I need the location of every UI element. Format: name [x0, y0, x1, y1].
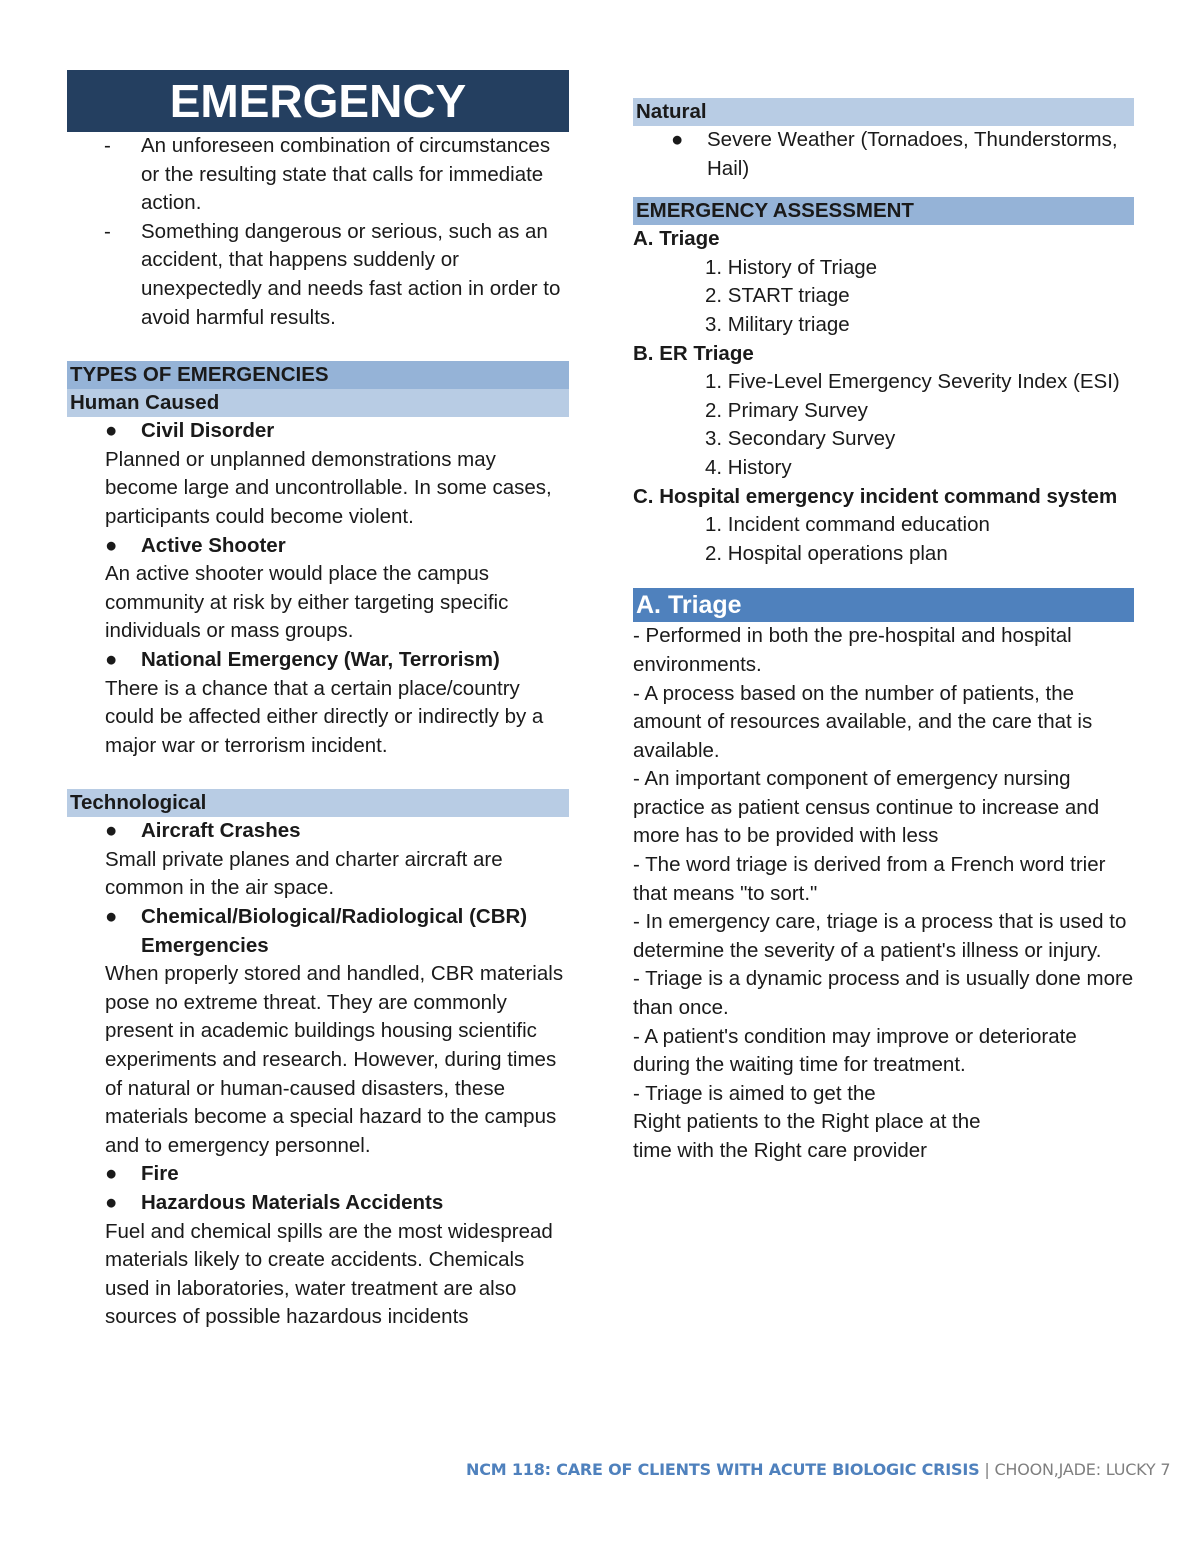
types-heading: TYPES OF EMERGENCIES [67, 361, 569, 389]
list-item [67, 532, 569, 561]
triage-point: time with the Right care provider [633, 1139, 927, 1162]
triage-point: - Triage is a dynamic process and is usually done more than once. [633, 967, 1134, 1020]
technological-heading: Technological [67, 789, 569, 817]
item-name: Severe Weather (Tornadoes, Thunderstorms, Hail) [707, 128, 1118, 180]
item-name: Chemical/Biological/Radiological (CBR) Emergencies [141, 905, 528, 957]
list-item [67, 1160, 569, 1189]
bullet-icon: ● [105, 1162, 118, 1186]
bullet-icon: ● [105, 819, 118, 843]
triage-point: - The word triage is derived from a French word trier that means "to sort." [633, 853, 1106, 905]
assessment-heading: EMERGENCY ASSESSMENT [633, 197, 1134, 225]
item-description: Small private planes and charter aircraft are common in the air space. [105, 847, 503, 900]
list-item [67, 417, 569, 446]
definition-item [67, 132, 569, 218]
item-description: There is a chance that a certain place/country could be affected either directly or indirectly by a major war or terrorism incident. [105, 676, 544, 757]
bullet-icon: ● [105, 647, 118, 671]
section-label: A. Triage [633, 227, 720, 251]
item-name: Fire [141, 1162, 179, 1186]
outline-item: 4. History [705, 455, 792, 479]
item-description: Fuel and chemical spills are the most widespread materials likely to create accidents. Chemicals used in laboratories, water treatment are also sources of possible hazardous incidents [105, 1219, 553, 1329]
section-label: B. ER Triage [633, 341, 754, 365]
definition-text: An unforeseen combination of circumstances or the resulting state that calls for immediate action. [141, 134, 551, 215]
triage-point: - A process based on the number of patients, the amount of resources available, and the care that is available. [633, 681, 1093, 762]
triage-point: - Triage is aimed to get the [633, 1081, 876, 1105]
triage-point: - Performed in both the pre-hospital and hospital environments. [633, 624, 1072, 676]
outline-item: 1. Incident command education [705, 513, 990, 537]
dash-marker: - [104, 219, 111, 243]
natural-heading: Natural [633, 98, 1134, 126]
bullet-icon: ● [105, 905, 118, 929]
outline-item: 1. Five-Level Emergency Severity Index (ESI) [705, 370, 1120, 394]
triage-point: - A patient's condition may improve or deteriorate during the waiting time for treatment. [633, 1024, 1077, 1077]
bullet-icon: ● [105, 419, 118, 443]
outline-item: 2. Primary Survey [705, 398, 868, 422]
footer-course: NCM 118: CARE OF CLIENTS WITH ACUTE BIOLOGIC CRISIS [466, 1460, 980, 1479]
footer-author: CHOON,JADE: LUCKY 7 [994, 1460, 1171, 1479]
page-footer [466, 1460, 1170, 1479]
triage-heading: A. Triage [633, 588, 1134, 622]
item-name: Civil Disorder [141, 419, 275, 443]
list-item [67, 646, 569, 675]
right-column [633, 98, 1134, 1166]
item-name: National Emergency (War, Terrorism) [141, 647, 500, 671]
triage-point: - In emergency care, triage is a process that is used to determine the severity of a patient's illness or injury. [633, 910, 1127, 962]
bullet-icon: ● [671, 128, 684, 151]
outline-item: 2. START triage [705, 284, 850, 308]
bullet-icon: ● [105, 1191, 118, 1214]
bullet-icon: ● [105, 533, 118, 557]
list-item [633, 126, 1134, 183]
item-name: Aircraft Crashes [141, 819, 301, 843]
outline-item: 2. Hospital operations plan [705, 541, 948, 565]
item-description: An active shooter would place the campus community at risk by either targeting specific individuals or mass groups. [105, 562, 509, 643]
human-caused-heading: Human Caused [67, 389, 569, 417]
definition-item [67, 218, 569, 332]
outline-item: 3. Military triage [705, 312, 850, 336]
outline-item: 1. History of Triage [705, 255, 878, 279]
footer-separator: | [979, 1460, 995, 1479]
list-item [67, 903, 569, 960]
item-name: Hazardous Materials Accidents [141, 1191, 444, 1214]
list-item [67, 1189, 569, 1218]
triage-point: - An important component of emergency nursing practice as patient census continue to increase and more has to be provided with less [633, 767, 1100, 848]
item-description: Planned or unplanned demonstrations may become large and uncontrollable. In some cases, participants could become violent. [105, 447, 552, 528]
dash-marker: - [104, 134, 111, 157]
list-item [67, 817, 569, 846]
outline-item: 3. Secondary Survey [705, 427, 896, 451]
triage-point: Right patients to the Right place at the [633, 1110, 981, 1134]
left-column [67, 70, 569, 1332]
section-label: C. Hospital emergency incident command system [633, 484, 1118, 508]
page-title: EMERGENCY [67, 70, 569, 132]
definition-text: Something dangerous or serious, such as an accident, that happens suddenly or unexpectedly and needs fast action in order to avoid harmful results. [141, 219, 561, 329]
item-description: When properly stored and handled, CBR materials pose no extreme threat. They are commonly present in academic buildings housing scientific experiments and research. However, during times of natural or human-caused disasters, these materials become a special hazard to the campus and to emergency personnel. [105, 962, 564, 1157]
item-name: Active Shooter [141, 533, 286, 557]
